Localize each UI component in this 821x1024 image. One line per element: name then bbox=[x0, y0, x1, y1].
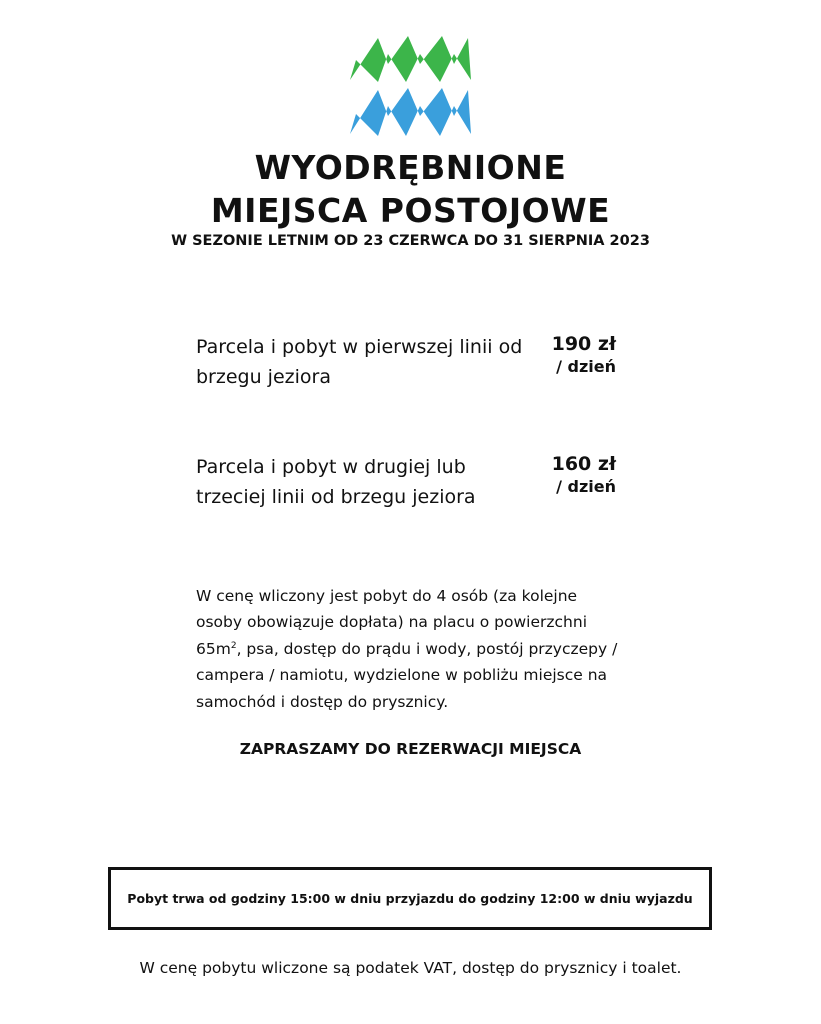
bottom-wave-shape bbox=[350, 88, 471, 136]
price-description: Parcela i pobyt w drugiej lub trzeciej linii od brzegu jeziora bbox=[196, 456, 476, 508]
included-services-info bbox=[196, 583, 626, 716]
price-amount bbox=[552, 333, 616, 377]
info-text-part-1: W cenę wliczony jest pobyt do 4 osób (za kolejne osoby obowiązuje dopłata) na placu o powierzchni 65m bbox=[196, 586, 588, 658]
top-wave-shape bbox=[350, 36, 471, 82]
info-text-part-2: , psa, dostęp do prądu i wody, postój przyczepy / campera / namiotu, wydzielone w pobliżu miejsce na samochód i dostęp do prysznicy. bbox=[196, 639, 618, 711]
reservation-invitation: ZAPRASZAMY DO REZERWACJI MIEJSCA bbox=[239, 740, 582, 758]
info-superscript: 2 bbox=[230, 640, 237, 651]
price-unit: / dzień bbox=[556, 356, 616, 376]
season-dates-subtitle: W SEZONIE LETNIM OD 23 CZERWCA DO 31 SIERPNIA 2023 bbox=[171, 233, 650, 249]
page-title-line-1: WYODRĘBNIONE bbox=[254, 148, 567, 187]
price-amount bbox=[552, 453, 616, 497]
check-in-notice-box bbox=[108, 867, 712, 930]
price-value: 190 zł bbox=[551, 333, 616, 355]
page-title-line-2: MIEJSCA POSTOJOWE bbox=[210, 191, 611, 230]
vat-footer-note: W cenę pobytu wliczone są podatek VAT, dostęp do prysznicy i toalet. bbox=[139, 959, 682, 977]
price-description: Parcela i pobyt w pierwszej linii od brzegu jeziora bbox=[196, 336, 523, 388]
price-value: 160 zł bbox=[551, 453, 616, 475]
price-unit: / dzień bbox=[556, 476, 616, 496]
check-in-notice-text: Pobyt trwa od godziny 15:00 w dniu przyjazdu do godziny 12:00 w dniu wyjazdu bbox=[127, 891, 693, 906]
waves-logo-icon bbox=[348, 34, 472, 138]
